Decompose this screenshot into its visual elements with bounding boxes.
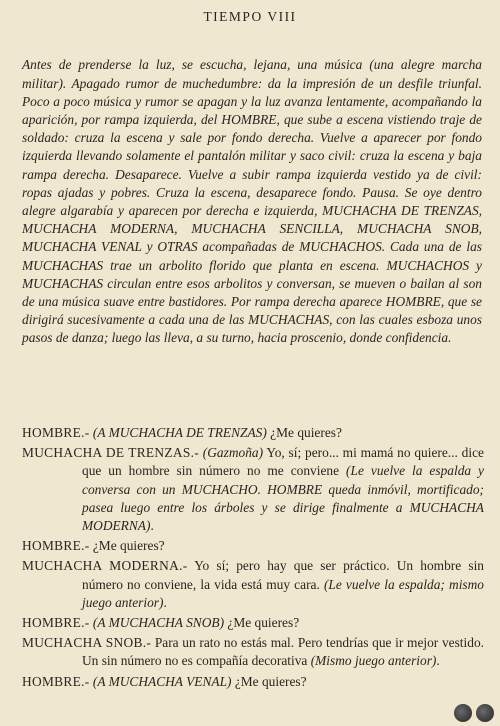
stage-aside: (Gazmoña) [202,445,264,461]
speaker-name: HOMBRE.- [22,538,90,554]
spoken-text: ¿Me quieres? [224,615,300,631]
speaker-name: HOMBRE.- [22,673,90,689]
corner-badge-icon [476,704,494,722]
speaker-name: HOMBRE.- [22,425,90,440]
spoken-text: ¿Me quieres? [92,538,165,554]
spoken-text: Yo sí; pero hay que ser práctico. Un hombre sin número no conviene, la vida está muy cara. [82,558,485,592]
spoken-text: Para un rato no estás mal. Pero tendrías que ir mejor vestido. Un sin número no es compañía decorativa [82,635,484,669]
stage-aside: (A MUCHACHA VENAL) [92,673,232,689]
speaker-name: MUCHACHA SNOB.- [22,635,152,651]
stage-aside: (A MUCHACHA SNOB) [92,615,225,631]
stage-direction: Antes de prenderse la luz, se escucha, lejana, una música (una alegre marcha militar). Apagado rumor de muchedumbre: da la impresión de un desfile triunfal. Poco a poco música y rumor se apagan y la luz avanza lentamente, acompañando la aparición, por rampa izquierda, del HOMBRE, que sube a escena vistiendo traje de soldado: cruza la escena y sale por fondo derecha. Vuelve a aparecer por fondo izquierda llevando solamente el pantalón militar y saco civil: cruza la escena y baja rampa derecha. Desaparece. Vuelve a subir rampa izquierda vestido ya de civil: ropas ajadas y pobres. Cruza la escena, desaparece fondo. Pausa. Se oye dentro alegre algarabía y aparecen por derecha e izquierda, MUCHACHA DE TRENZAS, MUCHACHA MODERNA, MUCHACHA SENCILLA, MUCHACHA SNOB, MUCHACHA VENAL y OTRAS acompañadas de MUCHACHOS. Cada una de las MUCHACHAS trae un arbolito florido que planta en escena. MUCHACHOS y MUCHACHAS circulan entre esos arbolitos y conversan, se mueven o bailan al son de una música suave entre bastidores. Por rampa derecha aparece HOMBRE, que se dirigirá sucesivamente a cada una de las MUCHACHAS, con las cuales esboza unos pasos de danza; luego las lleva, a su turno, hacia proscenio, donde confidencia. [22,57,482,346]
spoken-text: . [436,653,440,669]
stage-aside: (Mismo juego anterior) [310,653,437,669]
dialogue-line [22,537,484,555]
dialogue-line [22,424,484,442]
dialogue-line [22,673,484,691]
dialogue-line [22,444,484,535]
speaker-name: HOMBRE.- [22,615,90,631]
dialogue-line [22,557,484,612]
spoken-text: Yo, sí; pero... mi mamá no quiere... dice que un hombre sin número no me conviene [82,445,484,479]
spoken-text: ¿Me quieres? [231,673,307,689]
page-title: TIEMPO VIII [203,9,297,24]
spoken-text: . [163,594,167,610]
speaker-name: MUCHACHA DE TRENZAS.- [22,445,199,461]
spoken-text: ¿Me quieres? [266,425,342,440]
dialogue [22,424,484,693]
spoken-text: . [150,518,154,534]
speaker-name: MUCHACHA MODERNA.- [22,558,188,574]
stage-aside: (A MUCHACHA DE TRENZAS) [92,425,267,440]
stage-aside: (Le vuelve la espalda y conversa con un MUCHACHO. HOMBRE queda inmóvil, mortificado; pasea luego entre los árboles y se dirige finalmente a MUCHACHA MODERNA) [82,463,484,534]
dialogue-line [22,614,484,632]
corner-badge-icon [454,704,472,722]
stage-aside: (Le vuelve la espalda; mismo juego anterior) [82,576,484,610]
dialogue-line [22,634,484,670]
